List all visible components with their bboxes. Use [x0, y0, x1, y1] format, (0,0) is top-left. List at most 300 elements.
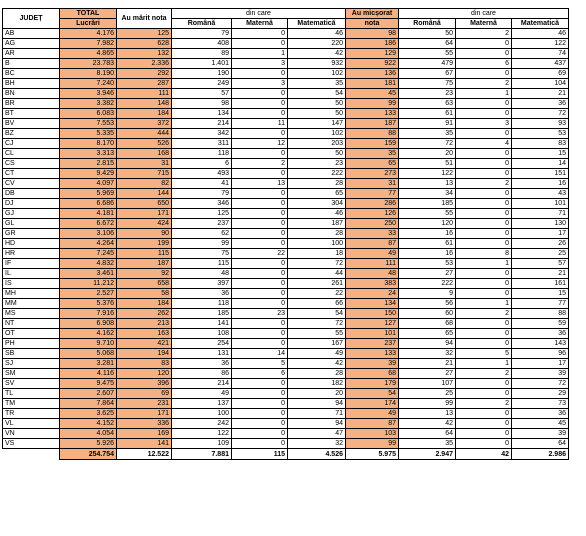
- cell-marit: 231: [117, 399, 172, 409]
- table-row: [3, 279, 569, 289]
- cell-marit-materna: 0: [232, 409, 288, 419]
- cell-micsorat-materna: 5: [456, 349, 512, 359]
- cell-judet: SM: [3, 369, 60, 379]
- cell-total: 6.672: [60, 219, 117, 229]
- cell-marit-materna: 0: [232, 99, 288, 109]
- cell-micsorat-romana: 61: [399, 109, 456, 119]
- cell-judet: AG: [3, 39, 60, 49]
- cell-total: 3.625: [60, 409, 117, 419]
- cell-micsorat-materna: 0: [456, 339, 512, 349]
- cell-micsorat-romana: 63: [399, 99, 456, 109]
- cell-judet: BN: [3, 89, 60, 99]
- cell-marit-matematica: 100: [288, 239, 346, 249]
- cell-marit-materna: 0: [232, 399, 288, 409]
- cell-micsorat-romana: 185: [399, 199, 456, 209]
- cell-judet: PH: [3, 339, 60, 349]
- header-romana-micsorat: Română: [399, 19, 456, 29]
- cell-micsorat-materna: 0: [456, 219, 512, 229]
- cell-micsorat: 286: [346, 199, 399, 209]
- table-row: [3, 89, 569, 99]
- cell-marit-romana: 122: [172, 429, 232, 439]
- cell-marit-matematica: 167: [288, 339, 346, 349]
- table-row: [3, 199, 569, 209]
- cell-judet: IS: [3, 279, 60, 289]
- cell-micsorat-matematica: 57: [512, 259, 569, 269]
- cell-marit-matematica: 182: [288, 379, 346, 389]
- cell-marit-materna: 5: [232, 359, 288, 369]
- cell-judet: VL: [3, 419, 60, 429]
- table-row: [3, 369, 569, 379]
- cell-marit-matematica: 261: [288, 279, 346, 289]
- cell-marit-matematica: 28: [288, 229, 346, 239]
- cell-judet: NT: [3, 319, 60, 329]
- cell-micsorat-romana: 32: [399, 349, 456, 359]
- cell-marit-romana: 141: [172, 319, 232, 329]
- cell-marit-romana: 48: [172, 269, 232, 279]
- cell-marit-matematica: 42: [288, 359, 346, 369]
- cell-total: 7.240: [60, 79, 117, 89]
- cell-total: 7.553: [60, 119, 117, 129]
- cell-marit: 82: [117, 179, 172, 189]
- cell-total: 4.832: [60, 259, 117, 269]
- cell-micsorat: 49: [346, 249, 399, 259]
- cell-marit-matematica: 42: [288, 49, 346, 59]
- cell-marit-matematica: 20: [288, 389, 346, 399]
- cell-total: 8.190: [60, 69, 117, 79]
- cell-marit-materna: 11: [232, 119, 288, 129]
- cell-micsorat: 88: [346, 129, 399, 139]
- cell-micsorat-matematica: 43: [512, 189, 569, 199]
- cell-marit-materna: 0: [232, 259, 288, 269]
- cell-marit-matematica: 46: [288, 209, 346, 219]
- cell-judet: DB: [3, 189, 60, 199]
- cell-marit-materna: 0: [232, 239, 288, 249]
- cell-marit-materna: 2: [232, 159, 288, 169]
- header-materna-micsorat: Maternă: [456, 19, 512, 29]
- cell-marit-romana: 99: [172, 239, 232, 249]
- cell-micsorat: 133: [346, 109, 399, 119]
- cell-marit: 715: [117, 169, 172, 179]
- cell-judet: AB: [3, 29, 60, 39]
- cell-micsorat: 77: [346, 189, 399, 199]
- cell-micsorat-materna: 0: [456, 329, 512, 339]
- cell-judet: HR: [3, 249, 60, 259]
- cell-judet: GL: [3, 219, 60, 229]
- cell-marit: 650: [117, 199, 172, 209]
- cell-marit: 144: [117, 189, 172, 199]
- cell-judet: CT: [3, 169, 60, 179]
- cell-micsorat-materna: 2: [456, 179, 512, 189]
- cell-total: 4.264: [60, 239, 117, 249]
- cell-total: 11.212: [60, 279, 117, 289]
- cell-micsorat-matematica: 45: [512, 419, 569, 429]
- table-row: [3, 379, 569, 389]
- cell-judet: TL: [3, 389, 60, 399]
- cell-micsorat-romana: 122: [399, 169, 456, 179]
- table-row: [3, 29, 569, 39]
- cell-micsorat-romana: 51: [399, 159, 456, 169]
- cell-total: 4.865: [60, 49, 117, 59]
- cell-judet: DJ: [3, 199, 60, 209]
- cell-micsorat-materna: 2: [456, 29, 512, 39]
- total-micsorat-matematica: 2.986: [512, 449, 569, 460]
- table-row: [3, 179, 569, 189]
- cell-micsorat-romana: 107: [399, 379, 456, 389]
- cell-marit-romana: 134: [172, 109, 232, 119]
- table-row: [3, 99, 569, 109]
- cell-marit-matematica: 50: [288, 109, 346, 119]
- cell-micsorat-materna: 0: [456, 239, 512, 249]
- table-row: [3, 269, 569, 279]
- header-row: [3, 9, 569, 19]
- cell-marit: 132: [117, 49, 172, 59]
- cell-micsorat-materna: 0: [456, 49, 512, 59]
- cell-micsorat-matematica: 29: [512, 389, 569, 399]
- cell-marit-materna: 0: [232, 339, 288, 349]
- cell-judet: AR: [3, 49, 60, 59]
- cell-marit-matematica: 94: [288, 419, 346, 429]
- totals-label-blank: [3, 449, 60, 460]
- cell-marit-materna: 0: [232, 289, 288, 299]
- header-total: TOTAL: [60, 9, 117, 19]
- cell-micsorat-romana: 35: [399, 439, 456, 449]
- cell-micsorat: 127: [346, 319, 399, 329]
- header-din-care-marit: din care: [172, 9, 346, 19]
- cell-marit-matematica: 72: [288, 319, 346, 329]
- cell-judet: BT: [3, 109, 60, 119]
- cell-marit: 372: [117, 119, 172, 129]
- total-marit-materna: 115: [232, 449, 288, 460]
- cell-micsorat: 48: [346, 269, 399, 279]
- cell-micsorat: 179: [346, 379, 399, 389]
- cell-total: 3.461: [60, 269, 117, 279]
- cell-micsorat: 99: [346, 99, 399, 109]
- table-row: [3, 399, 569, 409]
- cell-marit: 111: [117, 89, 172, 99]
- cell-total: 9.475: [60, 379, 117, 389]
- header-nota: nota: [346, 19, 399, 29]
- cell-total: 2.815: [60, 159, 117, 169]
- cell-marit: 628: [117, 39, 172, 49]
- cell-micsorat-matematica: 15: [512, 289, 569, 299]
- table-row: [3, 359, 569, 369]
- total-marit-romana: 7.881: [172, 449, 232, 460]
- cell-total: 7.864: [60, 399, 117, 409]
- cell-total: 6.083: [60, 109, 117, 119]
- cell-marit-materna: 0: [232, 419, 288, 429]
- cell-marit-romana: 118: [172, 299, 232, 309]
- cell-total: 5.926: [60, 439, 117, 449]
- cell-micsorat-matematica: 36: [512, 99, 569, 109]
- cell-micsorat: 174: [346, 399, 399, 409]
- header-lucrari: Lucrări: [60, 19, 117, 29]
- cell-marit-romana: 254: [172, 339, 232, 349]
- cell-marit-materna: 3: [232, 79, 288, 89]
- cell-micsorat-romana: 120: [399, 219, 456, 229]
- cell-marit: 168: [117, 149, 172, 159]
- cell-total: 5.335: [60, 129, 117, 139]
- cell-marit-romana: 242: [172, 419, 232, 429]
- header-din-care-micsorat: din care: [399, 9, 569, 19]
- cell-marit-matematica: 222: [288, 169, 346, 179]
- table-row: [3, 119, 569, 129]
- cell-micsorat-materna: 0: [456, 319, 512, 329]
- cell-marit: 92: [117, 269, 172, 279]
- cell-judet: B: [3, 59, 60, 69]
- cell-marit-romana: 190: [172, 69, 232, 79]
- cell-micsorat-romana: 91: [399, 119, 456, 129]
- cell-marit-matematica: 72: [288, 259, 346, 269]
- cell-total: 7.982: [60, 39, 117, 49]
- cell-micsorat: 133: [346, 349, 399, 359]
- cell-micsorat: 186: [346, 39, 399, 49]
- cell-marit-romana: 237: [172, 219, 232, 229]
- cell-judet: IL: [3, 269, 60, 279]
- cell-micsorat-romana: 13: [399, 179, 456, 189]
- cell-judet: MS: [3, 309, 60, 319]
- cell-micsorat-materna: 0: [456, 439, 512, 449]
- cell-marit-romana: 214: [172, 379, 232, 389]
- cell-micsorat-materna: 0: [456, 69, 512, 79]
- cell-marit-materna: 3: [232, 59, 288, 69]
- cell-micsorat-matematica: 101: [512, 199, 569, 209]
- cell-micsorat-romana: 64: [399, 39, 456, 49]
- cell-marit: 171: [117, 409, 172, 419]
- cell-micsorat-matematica: 17: [512, 229, 569, 239]
- table-row: [3, 109, 569, 119]
- cell-micsorat-matematica: 437: [512, 59, 569, 69]
- cell-micsorat-matematica: 26: [512, 239, 569, 249]
- cell-micsorat-materna: 0: [456, 39, 512, 49]
- cell-micsorat-romana: 55: [399, 49, 456, 59]
- cell-marit: 171: [117, 209, 172, 219]
- cell-marit-romana: 131: [172, 349, 232, 359]
- cell-judet: BC: [3, 69, 60, 79]
- cell-marit: 199: [117, 239, 172, 249]
- cell-marit-romana: 108: [172, 329, 232, 339]
- cell-marit-materna: 14: [232, 349, 288, 359]
- cell-marit-materna: 13: [232, 179, 288, 189]
- cell-marit-romana: 86: [172, 369, 232, 379]
- cell-micsorat: 54: [346, 389, 399, 399]
- cell-marit-romana: 100: [172, 409, 232, 419]
- cell-micsorat-romana: 64: [399, 429, 456, 439]
- cell-marit-romana: 41: [172, 179, 232, 189]
- cell-micsorat: 33: [346, 229, 399, 239]
- cell-micsorat-romana: 27: [399, 369, 456, 379]
- cell-micsorat-materna: 2: [456, 399, 512, 409]
- cell-judet: MH: [3, 289, 60, 299]
- cell-judet: BV: [3, 119, 60, 129]
- cell-marit-materna: 12: [232, 139, 288, 149]
- cell-micsorat: 101: [346, 329, 399, 339]
- header-matematica-micsorat: Matematică: [512, 19, 569, 29]
- cell-micsorat: 87: [346, 239, 399, 249]
- cell-marit-romana: 311: [172, 139, 232, 149]
- cell-marit-materna: 0: [232, 329, 288, 339]
- cell-total: 2.527: [60, 289, 117, 299]
- cell-micsorat-materna: 0: [456, 169, 512, 179]
- cell-judet: GR: [3, 229, 60, 239]
- cell-marit: 169: [117, 429, 172, 439]
- cell-judet: TM: [3, 399, 60, 409]
- cell-micsorat: 187: [346, 119, 399, 129]
- table-row: [3, 289, 569, 299]
- cell-marit: 213: [117, 319, 172, 329]
- table-row: [3, 59, 569, 69]
- cell-micsorat-materna: 0: [456, 419, 512, 429]
- cell-marit-matematica: 66: [288, 299, 346, 309]
- cell-total: 7.916: [60, 309, 117, 319]
- cell-micsorat-matematica: 104: [512, 79, 569, 89]
- cell-micsorat-romana: 67: [399, 69, 456, 79]
- cell-micsorat-romana: 65: [399, 329, 456, 339]
- cell-marit-romana: 342: [172, 129, 232, 139]
- cell-micsorat-materna: 0: [456, 109, 512, 119]
- table-row: [3, 329, 569, 339]
- cell-micsorat-matematica: 122: [512, 39, 569, 49]
- cell-marit-materna: 0: [232, 219, 288, 229]
- table-row: [3, 219, 569, 229]
- cell-micsorat: 49: [346, 409, 399, 419]
- table-row: [3, 209, 569, 219]
- table-row: [3, 429, 569, 439]
- table-row: [3, 389, 569, 399]
- table-row: [3, 409, 569, 419]
- cell-micsorat-materna: 0: [456, 99, 512, 109]
- cell-marit-materna: 0: [232, 209, 288, 219]
- cell-total: 3.313: [60, 149, 117, 159]
- cell-micsorat-romana: 23: [399, 89, 456, 99]
- cell-marit: 187: [117, 259, 172, 269]
- table-row: [3, 319, 569, 329]
- cell-marit: 526: [117, 139, 172, 149]
- cell-marit: 125: [117, 29, 172, 39]
- cell-total: 4.054: [60, 429, 117, 439]
- cell-total: 8.170: [60, 139, 117, 149]
- table-row: [3, 309, 569, 319]
- cell-micsorat-matematica: 73: [512, 399, 569, 409]
- cell-micsorat-romana: 61: [399, 239, 456, 249]
- cell-judet: CS: [3, 159, 60, 169]
- cell-marit: 90: [117, 229, 172, 239]
- cell-micsorat-romana: 479: [399, 59, 456, 69]
- cell-micsorat-matematica: 64: [512, 439, 569, 449]
- cell-micsorat-materna: 0: [456, 409, 512, 419]
- cell-micsorat-romana: 13: [399, 409, 456, 419]
- cell-judet: VS: [3, 439, 60, 449]
- cell-marit-materna: 0: [232, 429, 288, 439]
- cell-marit-materna: 0: [232, 319, 288, 329]
- results-table: [2, 8, 569, 460]
- cell-marit-romana: 79: [172, 29, 232, 39]
- cell-micsorat-matematica: 74: [512, 49, 569, 59]
- cell-micsorat-romana: 34: [399, 189, 456, 199]
- cell-total: 5.068: [60, 349, 117, 359]
- cell-total: 3.946: [60, 89, 117, 99]
- cell-judet: HD: [3, 239, 60, 249]
- cell-marit-romana: 36: [172, 289, 232, 299]
- cell-marit-matematica: 49: [288, 349, 346, 359]
- table-row: [3, 79, 569, 89]
- header-materna-marit: Maternă: [232, 19, 288, 29]
- cell-marit-materna: 0: [232, 89, 288, 99]
- cell-marit: 336: [117, 419, 172, 429]
- cell-marit: 424: [117, 219, 172, 229]
- cell-micsorat-matematica: 39: [512, 429, 569, 439]
- cell-micsorat-matematica: 36: [512, 409, 569, 419]
- cell-micsorat-materna: 0: [456, 229, 512, 239]
- cell-marit: 58: [117, 289, 172, 299]
- total-total: 254.754: [60, 449, 117, 460]
- cell-marit-romana: 49: [172, 389, 232, 399]
- cell-micsorat-materna: 0: [456, 149, 512, 159]
- table-row: [3, 229, 569, 239]
- cell-marit-matematica: 44: [288, 269, 346, 279]
- cell-marit: 83: [117, 359, 172, 369]
- cell-marit-materna: 0: [232, 149, 288, 159]
- table-row: [3, 189, 569, 199]
- cell-marit-romana: 75: [172, 249, 232, 259]
- cell-micsorat-matematica: 53: [512, 129, 569, 139]
- cell-judet: BH: [3, 79, 60, 89]
- cell-marit: 148: [117, 99, 172, 109]
- cell-micsorat-materna: 3: [456, 119, 512, 129]
- cell-marit-matematica: 55: [288, 329, 346, 339]
- cell-judet: TR: [3, 409, 60, 419]
- cell-micsorat: 98: [346, 29, 399, 39]
- cell-marit-materna: 0: [232, 439, 288, 449]
- cell-micsorat-materna: 2: [456, 309, 512, 319]
- header-matematica-marit: Matematică: [288, 19, 346, 29]
- cell-marit-romana: 1.401: [172, 59, 232, 69]
- cell-micsorat-materna: 2: [456, 369, 512, 379]
- cell-micsorat-matematica: 143: [512, 339, 569, 349]
- cell-micsorat-materna: 0: [456, 209, 512, 219]
- cell-marit-materna: 0: [232, 229, 288, 239]
- cell-marit-matematica: 28: [288, 179, 346, 189]
- total-micsorat-romana: 2.947: [399, 449, 456, 460]
- cell-marit: 2.336: [117, 59, 172, 69]
- cell-marit-matematica: 71: [288, 409, 346, 419]
- cell-marit: 287: [117, 79, 172, 89]
- cell-marit: 120: [117, 369, 172, 379]
- cell-marit: 69: [117, 389, 172, 399]
- cell-micsorat-materna: 0: [456, 189, 512, 199]
- spreadsheet: [2, 8, 569, 460]
- cell-micsorat: 237: [346, 339, 399, 349]
- cell-micsorat-matematica: 151: [512, 169, 569, 179]
- cell-micsorat-romana: 55: [399, 209, 456, 219]
- cell-micsorat-materna: 0: [456, 429, 512, 439]
- cell-marit: 444: [117, 129, 172, 139]
- cell-micsorat-materna: 1: [456, 89, 512, 99]
- table-row: [3, 339, 569, 349]
- cell-marit: 31: [117, 159, 172, 169]
- cell-micsorat-romana: 42: [399, 419, 456, 429]
- cell-micsorat-materna: 0: [456, 279, 512, 289]
- cell-judet: CL: [3, 149, 60, 159]
- cell-micsorat-romana: 16: [399, 229, 456, 239]
- cell-micsorat: 111: [346, 259, 399, 269]
- cell-micsorat-matematica: 77: [512, 299, 569, 309]
- cell-judet: MM: [3, 299, 60, 309]
- cell-marit-matematica: 187: [288, 219, 346, 229]
- cell-marit-matematica: 35: [288, 79, 346, 89]
- table-row: [3, 299, 569, 309]
- cell-total: 5.376: [60, 299, 117, 309]
- cell-marit-romana: 57: [172, 89, 232, 99]
